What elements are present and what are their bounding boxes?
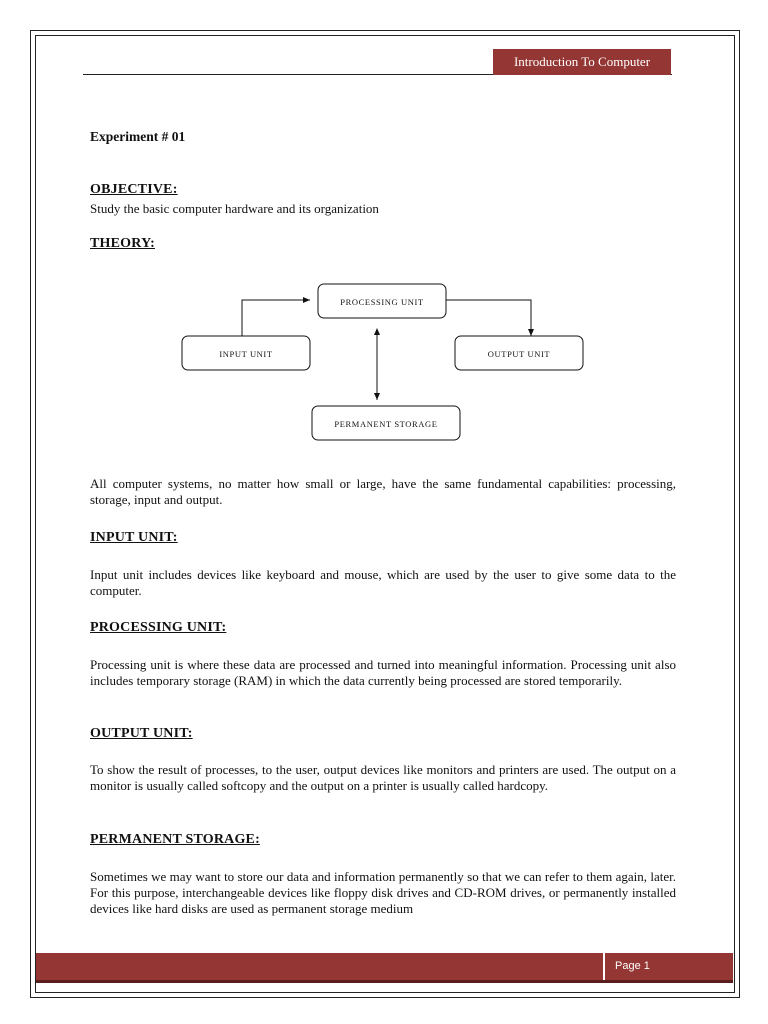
output-unit-label: OUTPUT UNIT [487,349,551,359]
objective-heading: OBJECTIVE: [90,182,178,197]
processing-unit-text: Processing unit is where these data are processed and turned into meaningful information. Processing unit also includes temporary storage (RAM) in which the data currently being processed are stored temporarily. [90,657,676,688]
input-unit-heading: INPUT UNIT: [90,530,178,545]
input-unit-label: INPUT UNIT [219,349,273,359]
permanent-storage-heading: PERMANENT STORAGE: [90,832,260,847]
page-border-inner [35,35,735,993]
processing-unit-label: PROCESSING UNIT [340,297,424,307]
computer-organization-diagram [170,276,600,446]
output-unit-heading: OUTPUT UNIT: [90,726,193,741]
header-title-tab: Introduction To Computer [493,49,671,75]
processing-unit-heading: PROCESSING UNIT: [90,620,227,635]
input-to-processing-arrow [242,300,310,336]
experiment-title: Experiment # 01 [90,129,186,144]
output-unit-text: To show the result of processes, to the user, output devices like monitors and printers are used. The output on a monitor is usually called softcopy and the output on a printer is usually called hardcopy. [90,762,676,793]
objective-text: Study the basic computer hardware and its organization [90,201,379,216]
permanent-storage-label: PERMANENT STORAGE [334,419,438,429]
input-unit-text: Input unit includes devices like keyboard and mouse, which are used by the user to give some data to the computer. [90,567,676,598]
permanent-storage-text: Sometimes we may want to store our data and information permanently so that we can refer to them again, later. For this purpose, interchangeable devices like floppy disk drives and CD-ROM drives, or permanently installed devices like hard disks are used as permanent storage medium [90,869,676,916]
processing-to-output-arrow [446,300,531,336]
theory-heading: THEORY: [90,236,155,251]
page-number: Page 1 [603,953,683,980]
intro-paragraph: All computer systems, no matter how small or large, have the same fundamental capabilities: processing, storage, input and output. [90,476,676,507]
